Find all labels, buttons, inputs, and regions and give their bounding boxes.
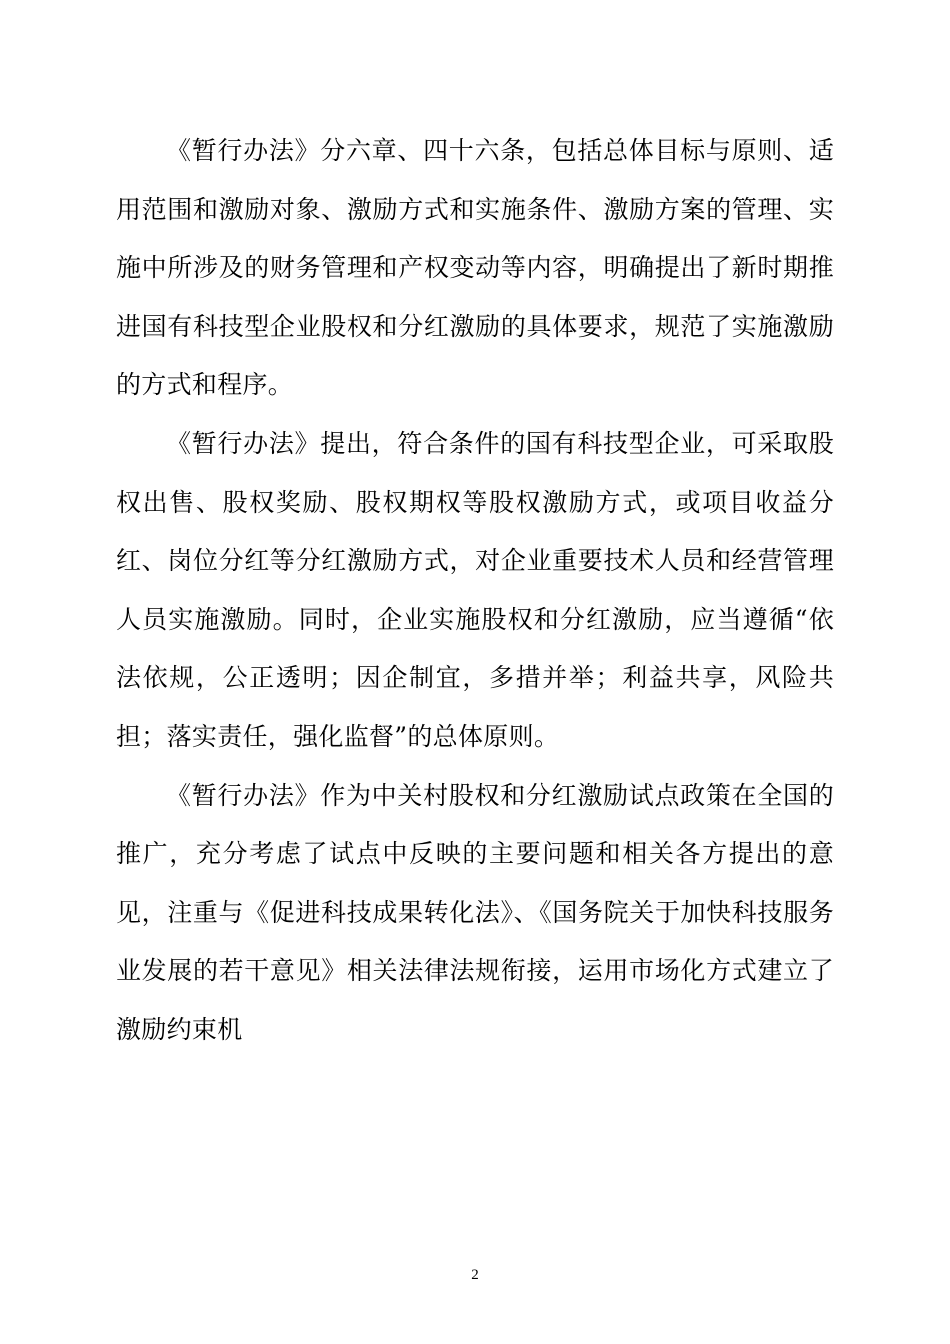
paragraph-3: 《暂行办法》作为中关村股权和分红激励试点政策在全国的推广，充分考虑了试点中反映的主要问题和相关各方提出的意见，注重与《促进科技成果转化法》、《国务院关于加快科技服务业发展的若干意见》相关法律法规衔接，运用市场化方式建立了激励约束机 <box>116 780 834 1044</box>
paragraph-1: 《暂行办法》分六章、四十六条，包括总体目标与原则、适用范围和激励对象、激励方式和实施条件、激励方案的管理、实施中所涉及的财务管理和产权变动等内容，明确提出了新时期推进国有科技型企业股权和分红激励的具体要求，规范了实施激励的方式和程序。 <box>116 136 834 400</box>
paragraph-2: 《暂行办法》提出，符合条件的国有科技型企业，可采取股权出售、股权奖励、股权期权等股权激励方式，或项目收益分红、岗位分红等分红激励方式，对企业重要技术人员和经营管理人员实施激励。同时，企业实施股权和分红激励，应当遵循“依法依规，公正透明；因企制宜，多措并举；利益共享，风险共担；落实责任，强化监督”的总体原则。 <box>116 428 834 751</box>
page-number: 2 <box>471 1267 479 1283</box>
document-body <box>116 122 834 1060</box>
